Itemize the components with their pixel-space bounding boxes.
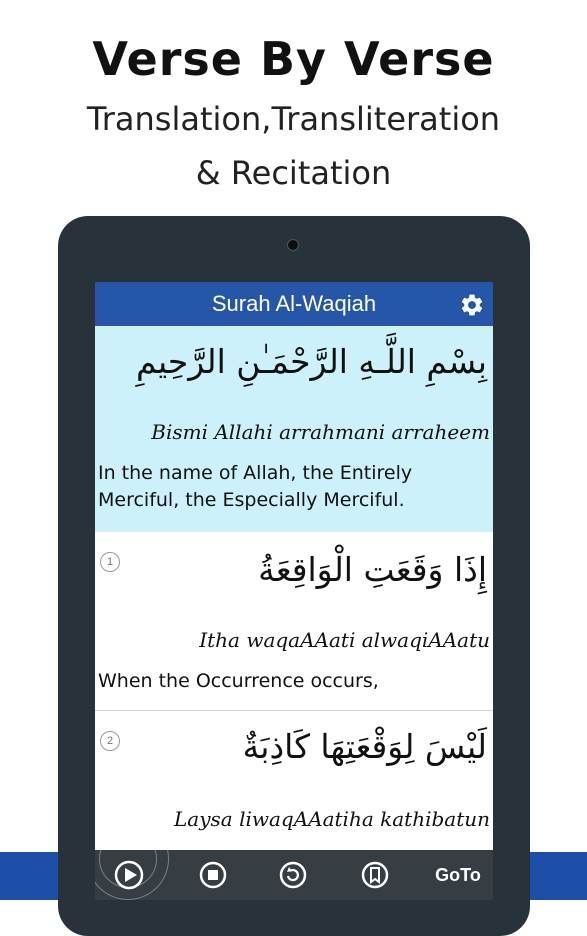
app-bar xyxy=(95,282,493,326)
verse-translation: In the name of Allah, the Entirely Merciful, the Especially Merciful. xyxy=(98,462,413,511)
verse-bismillah[interactable] xyxy=(95,326,493,533)
stop-icon xyxy=(198,860,228,890)
verse-transliteration: Bismi Allahi arrahmani arraheem xyxy=(151,420,490,444)
promo-headline: Verse By Verse xyxy=(92,32,495,86)
verse-transliteration: Itha waqaAAati alwaqiAAatu xyxy=(199,628,490,652)
verse-arabic: بِسْمِ اللَّـهِ الرَّحْمَـٰنِ الرَّحِيمِ xyxy=(135,342,487,381)
surah-title: Surah Al-Waqiah xyxy=(211,291,377,316)
promo-subline-1: Translation,Transliteration xyxy=(86,100,501,138)
verse-translation: When the Occurrence occurs, xyxy=(98,670,379,692)
verse-number: 2 xyxy=(100,731,120,751)
gear-icon[interactable] xyxy=(459,292,485,318)
camera-dot xyxy=(287,239,299,251)
stop-button[interactable] xyxy=(191,850,235,900)
bookmark-button[interactable] xyxy=(353,850,397,900)
playback-toolbar xyxy=(95,850,493,900)
play-button[interactable] xyxy=(107,850,151,900)
bookmark-icon xyxy=(360,860,390,890)
verse-arabic: إِذَا وَقَعَتِ الْوَاقِعَةُ xyxy=(258,550,487,589)
play-icon xyxy=(113,859,145,891)
promo-subline-2: & Recitation xyxy=(195,154,392,192)
verse-1[interactable] xyxy=(95,532,493,711)
verse-number: 1 xyxy=(100,552,120,572)
repeat-icon xyxy=(278,860,308,890)
verse-arabic: لَيْسَ لِوَقْعَتِهَا كَاذِبَةٌ xyxy=(242,727,487,766)
goto-button[interactable]: GoTo xyxy=(435,864,481,885)
verse-transliteration: Laysa liwaqAAatiha kathibatun xyxy=(174,807,490,831)
app-screen xyxy=(95,282,493,900)
repeat-button[interactable] xyxy=(271,850,315,900)
